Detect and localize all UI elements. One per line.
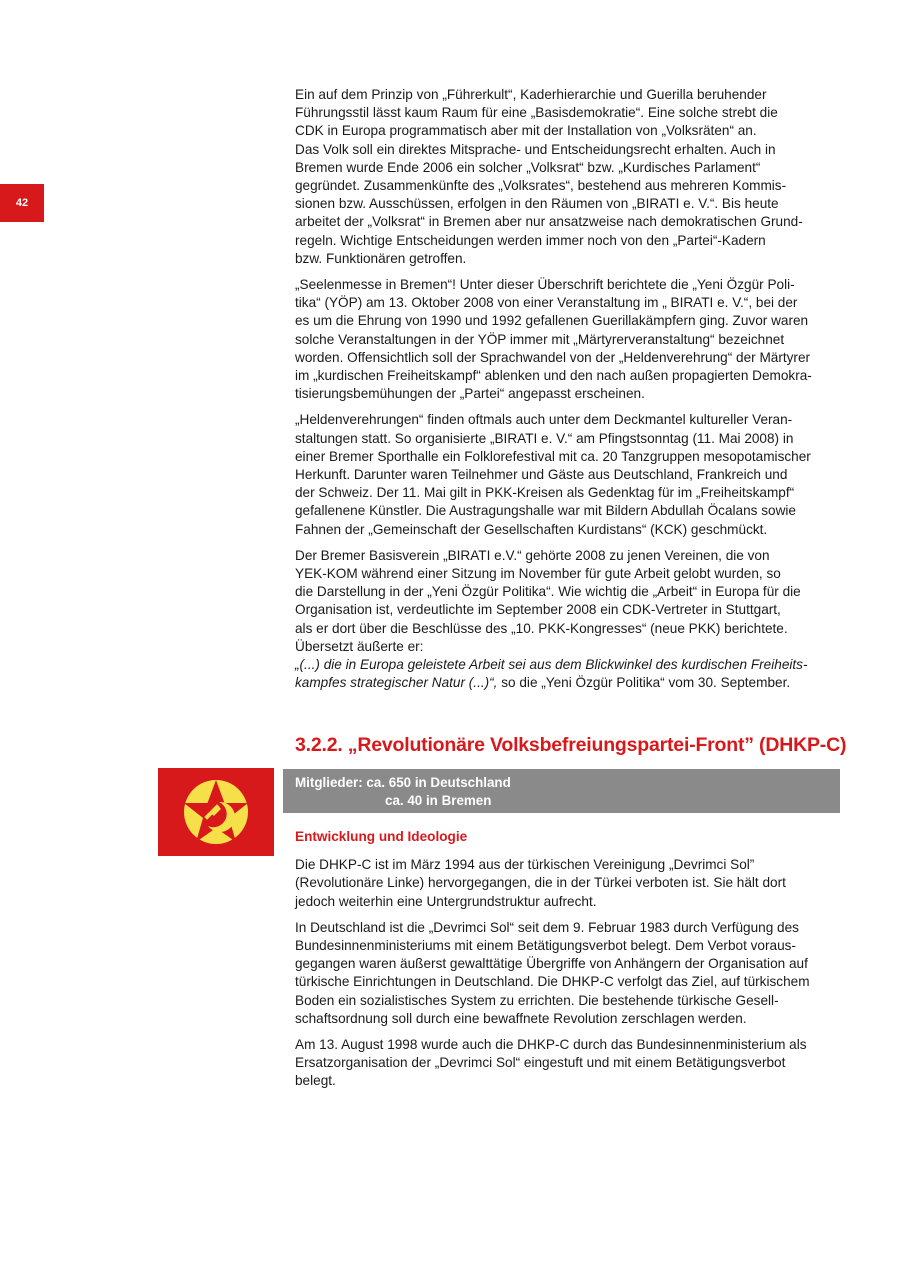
paragraph-1 [295, 86, 845, 268]
quote-italic-part: kampfes strategischer Natur (...)“, [295, 675, 498, 691]
text-line: Organisation ist, verdeutlichte im September 2008 ein CDK-Vertreter in Stuttgart, [295, 602, 781, 618]
text-line: die Darstellung in der „Yeni Özgür Politika“. Wie wichtig die „Arbeit“ in Europa für die [295, 584, 801, 600]
text-line: der Schweiz. Der 11. Mai gilt in PKK-Kreisen als Gedenktag für im „Freiheitskampf“ [295, 485, 795, 501]
text-line: gegründet. Zusammenkünfte des „Volksrates“, bestehend aus mehreren Kommis- [295, 178, 787, 194]
text-line: Die DHKP-C ist im März 1994 aus der türkischen Vereinigung „Devrimci Sol” [295, 857, 755, 873]
section-heading: 3.2.2. „Revolutionäre Volksbefreiungspartei-Front” (DHKP-C) [295, 734, 847, 756]
members-germany: Mitglieder: ca. 650 in Deutschland [295, 775, 511, 790]
text-line: Bundesinnenministeriums mit einem Betätigungsverbot belegt. Dem Verbot voraus- [295, 938, 796, 954]
text-line: (Revolutionäre Linke) hervorgegangen, die in der Türkei verboten ist. Sie hält dort [295, 875, 786, 891]
section-paragraph-1 [295, 856, 845, 911]
text-line: einer Bremer Sporthalle ein Folklorefestival mit ca. 20 Tanzgruppen mesopotamischer [295, 448, 811, 464]
text-line: als er dort über die Beschlüsse des „10. PKK-Kongresses“ (neue PKK) berichtete. [295, 620, 788, 636]
members-bar [283, 769, 840, 813]
body-text [295, 86, 845, 701]
section-body [295, 828, 845, 1099]
text-line: bzw. Funktionären getroffen. [295, 250, 467, 266]
text-line: Fahnen der „Gemeinschaft der Gesellschaften Kurdistans“ (KCK) geschmückt. [295, 521, 768, 537]
section-paragraph-2 [295, 919, 845, 1028]
page-number: 42 [0, 184, 44, 222]
members-bremen: ca. 40 in Bremen [385, 793, 492, 808]
text-line: worden. Offensichtlich soll der Sprachwandel von der „Heldenverehrung“ der Märtyrer [295, 349, 811, 365]
text-line: Ersatzorganisation der „Devrimci Sol“ eingestuft und mit einem Betätigungsverbot [295, 1055, 786, 1071]
text-line: Herkunft. Darunter waren Teilnehmer und Gäste aus Deutschland, Frankreich und [295, 467, 788, 483]
text-line: regeln. Wichtige Entscheidungen werden immer noch von den „Partei“-Kadern [295, 232, 766, 248]
text-line: In Deutschland ist die „Devrimci Sol“ seit dem 9. Februar 1983 durch Verfügung des [295, 919, 799, 935]
text-line: CDK in Europa programmatisch aber mit der Installation von „Volksräten“ an. [295, 123, 757, 139]
text-line: Am 13. August 1998 wurde auch die DHKP-C durch das Bundesinnenministerium als [295, 1037, 807, 1053]
text-line: solche Veranstaltungen in der YÖP immer mit „Märtyrerveranstaltung“ bezeichnet [295, 331, 785, 347]
text-line: Das Volk soll ein direktes Mitsprache- und Entscheidungsrecht erhalten. Auch in [295, 141, 776, 157]
text-line: Bremen wurde Ende 2006 ein solcher „Volksrat“ bzw. „Kurdisches Parlament“ [295, 159, 761, 175]
flag-emblem-icon [158, 768, 274, 856]
text-line: Führungsstil lässt kaum Raum für eine „Basisdemokratie“. Eine solche strebt die [295, 105, 778, 121]
subheading: Entwicklung und Ideologie [295, 829, 468, 844]
text-line: gefallenene Künstler. Die Austragungshalle war mit Bildern Abdullah Öcalans sowie [295, 503, 796, 519]
paragraph-3 [295, 411, 845, 538]
text-line: „Seelenmesse in Bremen“! Unter dieser Überschrift berichtete die „Yeni Özgür Poli- [295, 277, 795, 293]
section-paragraph-3 [295, 1036, 845, 1091]
text-line: türkische Einrichtungen in Deutschland. Die DHKP-C verfolgt das Ziel, auf türkischem [295, 974, 810, 990]
text-line: belegt. [295, 1073, 336, 1089]
text-line: es um die Ehrung von 1990 und 1992 gefallenen Guerillakämpfern ging. Zuvor waren [295, 313, 809, 329]
text-line: jedoch weiterhin eine Untergrundstruktur aufrecht. [295, 893, 597, 909]
text-line: YEK-KOM während einer Sitzung im November für gute Arbeit gelobt wurden, so [295, 566, 781, 582]
text-line: tisierungsbemühungen der „Partei“ angepasst erscheinen. [295, 386, 645, 402]
text-line: gegangen waren äußerst gewalttätige Übergriffe von Anhängern der Organisation auf [295, 956, 808, 972]
dhkp-c-flag-icon [158, 768, 274, 856]
text-line: im „kurdischen Freiheitskampf“ ablenken und den nach außen propagierten Demokra- [295, 368, 812, 384]
quote-line: „(...) die in Europa geleistete Arbeit sei aus dem Blickwinkel des kurdischen Freiheits- [295, 657, 808, 673]
text-line: Ein auf dem Prinzip von „Führerkult“, Kaderhierarchie und Guerilla beruhender [295, 87, 767, 102]
paragraph-2 [295, 276, 845, 403]
text-line: schaftsordnung soll durch eine bewaffnete Revolution zerschlagen werden. [295, 1010, 747, 1026]
text-line: Übersetzt äußerte er: [295, 638, 424, 654]
text-line: staltungen statt. So organisierte „BIRATI e. V.“ am Pfingstsonntag (11. Mai 2008) in [295, 430, 794, 446]
text-line: Boden ein sozialistisches System zu errichten. Die bestehende türkische Gesell- [295, 992, 779, 1008]
paragraph-4 [295, 547, 845, 693]
quote-source: so die „Yeni Özgür Politika“ vom 30. September. [497, 675, 791, 691]
text-line: tika“ (YÖP) am 13. Oktober 2008 von einer Veranstaltung im „ BIRATI e. V.“, bei der [295, 295, 798, 311]
quote-line-2 [295, 674, 845, 692]
text-line: „Heldenverehrungen“ finden oftmals auch unter dem Deckmantel kultureller Veran- [295, 412, 793, 428]
text-line: arbeitet der „Volksrat“ in Bremen aber nur ansatzweise nach demokratischen Grund- [295, 214, 803, 230]
text-line: Der Bremer Basisverein „BIRATI e.V.“ gehörte 2008 zu jenen Vereinen, die von [295, 547, 770, 563]
text-line: sionen bzw. Ausschüssen, erfolgen in den Räumen von „BIRATI e. V.“. Bis heute [295, 196, 779, 212]
